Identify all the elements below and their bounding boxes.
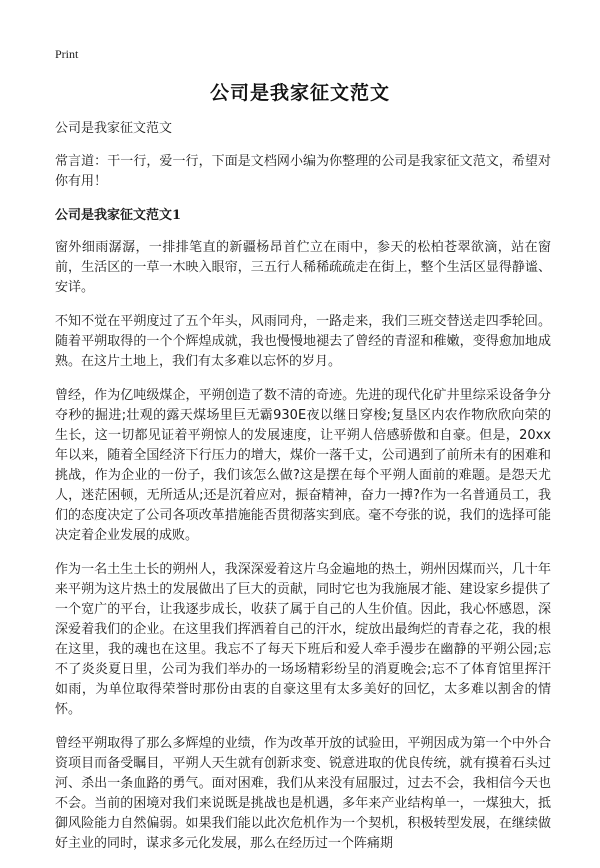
body-paragraph-3: 曾经，作为亿吨级煤企，平朔创造了数不清的奇迹。先进的现代化矿井里综采设备争分夺秒的掘进;壮观的露天煤场里巨无霸930E夜以继日穿梭;复垦区内农作物欣欣向荣的生长，这一切都见证着平朔惊人的发展速度，让平朔人倍感骄傲和自豪。但是，20xx年以来，随着全国经济下行压力的增大，煤价一落千丈，公司遇到了前所未有的困难和挑战，作为企业的一份子，我们该怎么做?这是摆在每个平朔人面前的难题。是怨天尤人，迷茫困顿，无所适从;还是沉着应对，振奋精神，奋力一搏?作为一名普通员工，我们的态度决定了公司各项改革措施能否贯彻落实到底。毫不夸张的说，我们的选择可能决定着企业发展的成败。 <box>55 388 551 543</box>
body-paragraph-2: 不知不觉在平朔度过了五个年头，风雨同舟，一路走来，我们三班交替送走四季轮回。随着平朔取得的一个个辉煌成就，我也慢慢地褪去了曾经的青涩和稚嫩，变得愈加地成熟。在这片土地上，我们有太多难以忘怀的岁月。 <box>55 314 551 369</box>
body-paragraph-4: 作为一名土生土长的朔州人，我深深爱着这片乌金遍地的热土，朔州因煤而兴，几十年来平朔为这片热土的发展做出了巨大的贡献，同时它也为我施展才能、建设家乡提供了一个宽广的平台，让我逐步成长，收获了属于自己的人生价值。因此，我心怀感恩，深深爱着我们的企业。在这里我们挥洒着自己的汗水，绽放出最绚烂的青春之花，我的根在这里，我的魂也在这里。我忘不了每天下班后和爱人牵手漫步在幽静的平朔公园;忘不了炎炎夏日里，公司为我们举办的一场场精彩纷呈的消夏晚会;忘不了体育馆里挥汗如雨，为单位取得荣誉时那份由衷的自豪这里有太多美好的回忆，太多难以割舍的情怀。 <box>55 562 551 717</box>
print-label: Print <box>55 47 79 61</box>
body-paragraph-5: 曾经平朔取得了那么多辉煌的业绩，作为改革开放的试验田，平朔因成为第一个中外合资项目而备受瞩目，平朔人天生就有创新求变、锐意进取的优良传统，就有摸着石头过河、杀出一条血路的勇气。面对困难，我们从来没有屈服过，过去不会，我相信今天也不会。当前的困境对我们来说既是挑战也是机遇，多年来产业结构单一，一煤独大，抵御风险能力自然偏弱。如果我们能以此次危机作为一个契机，积极转型发展，在继续做好主业的同时，谋求多元化发展，那么在经历过一个阵痛期 <box>55 736 551 851</box>
section-heading: 公司是我家征文范文1 <box>55 208 182 223</box>
body-paragraph-1: 窗外细雨潺潺，一排排笔直的新疆杨昂首伫立在雨中，参天的松柏苍翠欲滴，站在窗前，生活区的一草一木映入眼帘，三五行人稀稀疏疏走在街上，整个生活区显得静谧、安详。 <box>55 240 551 295</box>
document-body <box>55 119 551 868</box>
document-subtitle: 公司是我家征文范文 <box>55 121 173 136</box>
document-title: 公司是我家征文范文 <box>209 82 390 104</box>
intro-paragraph: 常言道：干一行，爱一行，下面是文档网小编为你整理的公司是我家征文范文，希望对你有用！ <box>55 154 551 189</box>
